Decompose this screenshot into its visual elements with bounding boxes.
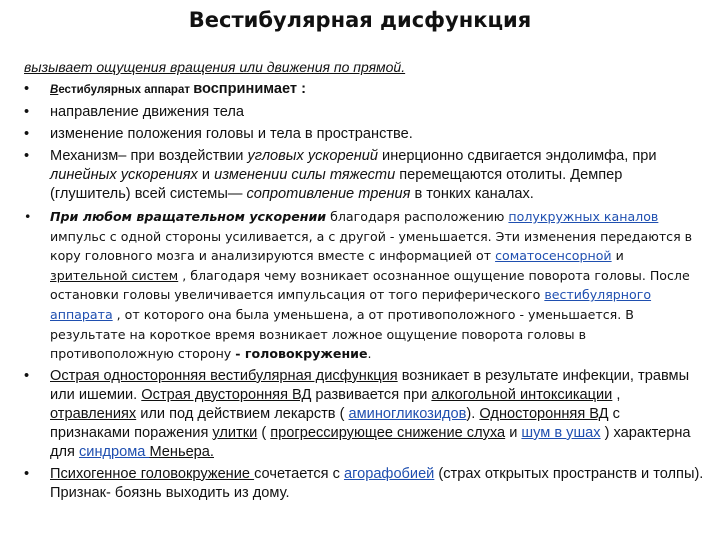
apparatus-prefix: В xyxy=(50,84,59,96)
alcohol-intoxication-link[interactable]: алкогольной интоксикации xyxy=(431,386,613,403)
rotation-t3: и xyxy=(611,248,624,264)
acute-bilateral-link[interactable]: Острая двусторонняя ВД xyxy=(141,386,312,403)
mechanism-t1: Механизм– при воздействии xyxy=(50,148,248,164)
acute-t4: или под действием лекарств ( xyxy=(136,405,349,422)
direction-text: направление движения тела xyxy=(50,104,244,120)
bullet-marker: • xyxy=(24,209,32,224)
acute-t7: ( xyxy=(257,424,271,441)
unilateral-vd-link[interactable]: Односторонняя ВД xyxy=(479,405,609,422)
vestibular-apparatus-link[interactable]: вестибулярного аппарата xyxy=(50,287,652,322)
bullet-item-mechanism xyxy=(24,147,704,204)
acute-t5: ). xyxy=(466,405,480,422)
meniere-link[interactable]: Меньера. xyxy=(149,443,214,460)
apparatus-text: естибулярных аппарат xyxy=(58,84,194,96)
mechanism-t2: инерционно сдвигается эндолимфа, при xyxy=(377,148,657,164)
mechanism-i1: угловых ускорений xyxy=(247,148,378,164)
agoraphobia-link[interactable]: агорафобией xyxy=(343,465,435,482)
bullet-marker: • xyxy=(24,465,30,482)
bullet-marker: • xyxy=(24,104,30,120)
semicircular-canals-link[interactable]: полукружных каналов xyxy=(508,209,659,224)
acute-t3: , xyxy=(612,386,621,403)
acute-t2: развивается при xyxy=(311,386,432,403)
bullet-marker: • xyxy=(24,367,30,384)
position-text: изменение положения головы и тела в пространстве. xyxy=(50,126,413,142)
bullet-marker: • xyxy=(24,126,30,142)
syndrome-link[interactable]: синдрома xyxy=(79,443,150,460)
bullet-marker: • xyxy=(24,81,30,97)
slide-title: Вестибулярная дисфункция xyxy=(188,8,532,32)
bullet-item-apparatus xyxy=(24,80,704,100)
tinnitus-link[interactable]: шум в ушах xyxy=(521,424,601,441)
mechanism-i3: изменении силы тяжести xyxy=(214,167,396,183)
rotation-t2: импульс с одной стороны усиливается, а с другой - уменьшается. Эти изменения передаются в кору головного мозга и анализируются вместе с информацией от xyxy=(50,228,693,264)
apparatus-perceives: воспринимает : xyxy=(193,81,306,97)
somatosensory-link[interactable]: соматосенсорной xyxy=(495,248,612,264)
mechanism-i4: сопротивление трения xyxy=(246,186,411,202)
psychogenic-t1: сочетается с xyxy=(254,465,344,482)
bullet-item-direction xyxy=(24,103,704,122)
psychogenic-t2: (страх открытых пространств и толпы). Признак- боязнь выходить из дому. xyxy=(50,465,704,501)
rotation-t5: , от которого она была уменьшена, а от противоположного - уменьшается. В результате на короткое время возникает ложное ощущение поворота головы в противоположную сторону xyxy=(50,306,634,362)
acute-unilateral-link[interactable]: Острая односторонняя вестибулярная дисфункция xyxy=(50,367,398,384)
bullet-item-psychogenic xyxy=(24,465,704,503)
bullet-item-acute xyxy=(24,367,704,462)
mechanism-t3: и xyxy=(197,167,215,183)
acute-t9: ) характерна для xyxy=(50,424,691,460)
bullet-list xyxy=(24,80,704,506)
psychogenic-dizziness-link[interactable]: Психогенное головокружение xyxy=(50,465,255,482)
bullet-item-rotation xyxy=(24,207,704,364)
aminoglycosides-link[interactable]: аминогликозидов xyxy=(348,405,467,422)
slide-subtitle: вызывает ощущения вращения или движения по прямой. xyxy=(24,59,406,75)
rotation-t4: , благодаря чему возникает осознанное ощущение поворота головы. После остановки головы увеличивается импульсация от того периферического xyxy=(50,267,690,303)
rotation-t1: благодаря расположению xyxy=(326,209,509,224)
acute-t6: с признаками поражения xyxy=(50,405,620,441)
bullet-marker: • xyxy=(24,148,30,164)
mechanism-t4: перемещаются отолиты. Демпер (глушитель) всей системы— xyxy=(50,167,623,202)
mechanism-i2: линейных ускорениях xyxy=(50,167,198,183)
poisoning-link[interactable]: отравлениях xyxy=(50,405,137,422)
rotation-lead: При любом вращательном ускорении xyxy=(50,209,327,224)
mechanism-t5: в тонких каналах. xyxy=(410,186,534,202)
acute-t8: и xyxy=(505,424,522,441)
dizziness-term: - головокружение xyxy=(235,346,368,362)
acute-t1: возникает в результате инфекции, травмы или ишемии. xyxy=(50,367,690,403)
cochlea-link[interactable]: улитки xyxy=(212,424,258,441)
visual-system-link[interactable]: зрительной систем xyxy=(50,267,179,283)
hearing-loss-link[interactable]: прогрессирующее снижение слуха xyxy=(270,424,506,441)
rotation-t6: . xyxy=(367,346,372,362)
bullet-item-position xyxy=(24,125,704,144)
